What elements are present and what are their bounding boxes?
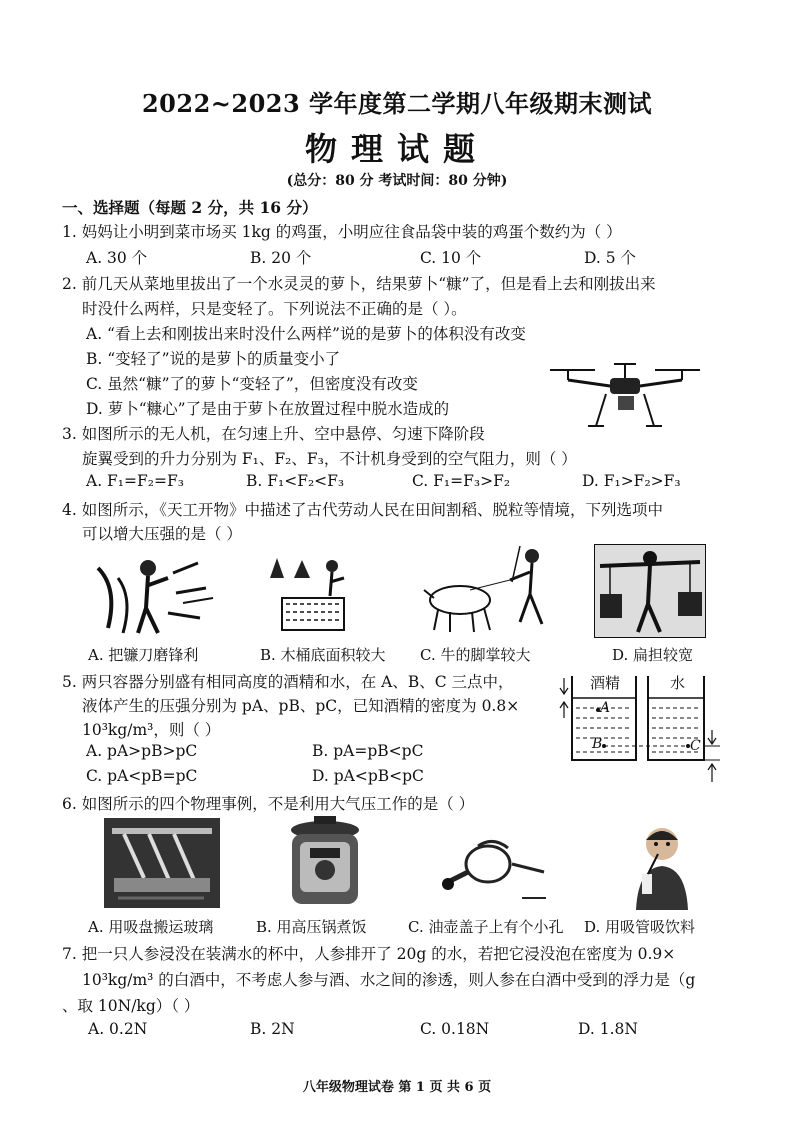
- exam-title: 2022~2023 学年度第二学期八年级期末测试: [141, 89, 653, 118]
- q4-option-c: C. 牛的脚掌较大: [420, 646, 531, 664]
- label-point-b: B: [592, 736, 603, 752]
- label-water: 水: [670, 674, 686, 692]
- q7-stem-line2: 10³kg/m³ 的白酒中，不考虑人参与酒、水之间的渗透，则人参在白酒中受到的浮力是（g: [82, 971, 696, 989]
- q4-option-a: A. 把镰刀磨锋利: [88, 646, 199, 664]
- exam-info: (总分：80 分 考试时间：80 分钟): [286, 173, 508, 189]
- q4-option-b: B. 木桶底面积较大: [260, 646, 386, 664]
- q6-option-a: A. 用吸盘搬运玻璃: [88, 918, 214, 936]
- q2-option-b: B. “变轻了”说的是萝卜的质量变小了: [86, 350, 341, 368]
- q5-stem-line3: 10³kg/m³，则（ ）: [82, 721, 221, 739]
- q5-stem-line2: 液体产生的压强分别为 pA、pB、pC，已知酒精的密度为 0.8×: [82, 697, 520, 715]
- containers-figure: [556, 670, 726, 785]
- page-footer: 八年级物理试卷 第 1 页 共 6 页: [302, 1080, 492, 1095]
- q2-option-a: A. “看上去和刚拔出来时没什么两样”说的是萝卜的体积没有改变: [86, 325, 526, 343]
- straw-drink-picture: [630, 820, 692, 910]
- q3-option-c: C. F₁=F₃>F₂: [412, 472, 511, 490]
- q7-option-d: D. 1.8N: [578, 1020, 638, 1038]
- q1-stem: 1. 妈妈让小明到菜市场买 1kg 的鸡蛋，小明应往食品袋中装的鸡蛋个数约为（ ）: [62, 223, 622, 241]
- q7-stem-line3: 、取 10N/kg）（ ）: [62, 997, 200, 1015]
- sickle-picture: [88, 548, 218, 638]
- oil-pot-picture: [438, 826, 548, 910]
- q3-option-a: A. F₁=F₂=F₃: [86, 472, 184, 490]
- q7-option-b: B. 2N: [250, 1020, 295, 1038]
- suction-cup-picture: [104, 818, 220, 908]
- q7-stem-line1: 7. 把一只人参浸没在装满水的杯中，人参排开了 20g 的水，若把它浸没泡在密度为 0.9×: [62, 945, 676, 963]
- pressure-cooker-picture: [282, 816, 368, 910]
- q7-option-c: C. 0.18N: [420, 1020, 490, 1038]
- q2-stem-line2: 时没什么两样，只是变轻了。下列说法不正确的是（ ）。: [82, 300, 467, 318]
- q6-stem: 6. 如图所示的四个物理事例，不是利用大气压工作的是（ ）: [62, 795, 475, 813]
- q3-option-b: B. F₁<F₂<F₃: [246, 472, 345, 490]
- q2-option-d: D. 萝卜“糠心”了是由于萝卜在放置过程中脱水造成的: [86, 400, 450, 418]
- q1-option-b: B. 20 个: [250, 249, 312, 267]
- wooden-bucket-picture: [262, 548, 362, 638]
- q1-option-c: C. 10 个: [420, 249, 482, 267]
- q2-stem-line1: 2. 前几天从菜地里拔出了一个水灵灵的萝卜，结果萝卜“糠”了，但是看上去和刚拔出来: [62, 275, 656, 293]
- q4-stem-line1: 4. 如图所示，《天工开物》中描述了古代劳动人民在田间割稻、脱粒等情境，下列选项中: [62, 501, 663, 519]
- label-point-c: C: [690, 738, 701, 754]
- section-heading: 一、选择题（每题 2 分，共 16 分）: [62, 198, 318, 217]
- drone-image: [540, 356, 710, 436]
- q5-option-b: B. pA=pB<pC: [312, 742, 424, 760]
- q4-option-d: D. 扁担较宽: [612, 646, 694, 664]
- label-alcohol: 酒精: [590, 674, 621, 692]
- q3-stem-line1: 3. 如图所示的无人机，在匀速上升、空中悬停、匀速下降阶段: [62, 425, 485, 443]
- q6-option-d: D. 用吸管吸饮料: [584, 918, 696, 936]
- q5-stem-line1: 5. 两只容器分别盛有相同高度的酒精和水，在 A、B、C 三点中，: [62, 673, 514, 691]
- q5-option-c: C. pA<pB=pC: [86, 767, 198, 785]
- q5-option-d: D. pA<pB<pC: [312, 767, 424, 785]
- q6-option-b: B. 用高压锅煮饭: [256, 918, 367, 936]
- q6-option-c: C. 油壶盖子上有个小孔: [408, 918, 564, 936]
- q1-option-a: A. 30 个: [86, 249, 148, 267]
- label-point-a: A: [600, 700, 611, 716]
- q4-stem-line2: 可以增大压强的是（ ）: [82, 525, 242, 543]
- q1-option-d: D. 5 个: [584, 249, 637, 267]
- subject-title: 物理试题: [304, 130, 489, 168]
- q5-option-a: A. pA>pB>pC: [86, 742, 198, 760]
- q3-option-d: D. F₁>F₂>F₃: [582, 472, 681, 490]
- q3-stem-line2: 旋翼受到的升力分别为 F₁、F₂、F₃，不计机身受到的空气阻力，则（ ）: [82, 450, 577, 468]
- q7-option-a: A. 0.2N: [88, 1020, 148, 1038]
- ox-picture: [420, 542, 560, 638]
- q2-option-c: C. 虽然“糠”了的萝卜“变轻了”，但密度没有改变: [86, 375, 418, 393]
- carrying-pole-picture: [594, 544, 706, 638]
